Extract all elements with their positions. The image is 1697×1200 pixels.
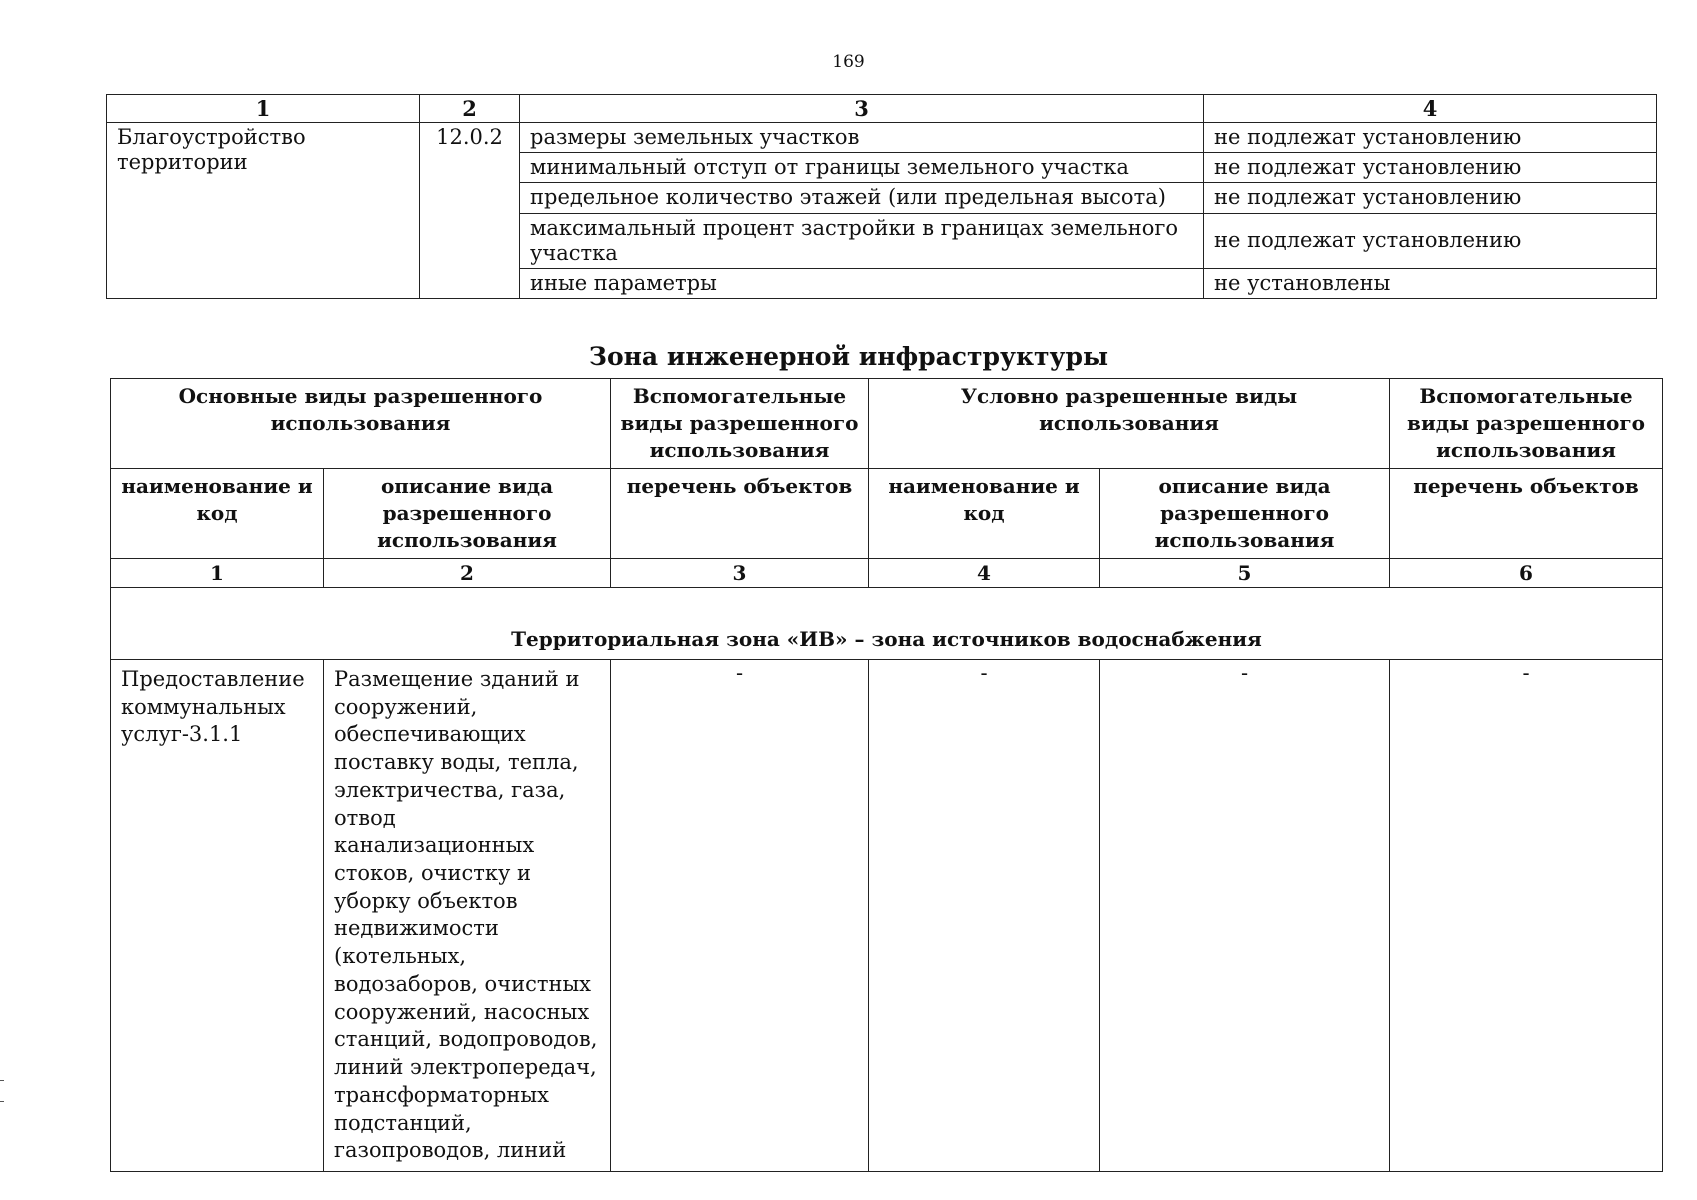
value-cell: не подлежат установлению [1204,153,1657,183]
use-name-cell: Благоустройство территории [107,123,420,299]
aux-uses-header-2: Вспомогательные виды разрешенного использования [1390,379,1663,469]
table-row [111,660,1663,1172]
column-number: 2 [324,559,611,588]
column-number: 4 [869,559,1100,588]
use-description-cell: Размещение зданий и сооружений, обеспечивающих поставку воды, тепла, электричества, газа, отвод канализационных стоков, очистку и уборку объектов недвижимости (котельных, водозаборов, очистных сооружений, насосных станций, водопроводов, линий электропередач, трансформаторных подстанций, газопроводов, линий [324,660,611,1172]
zone-title-row [111,588,1663,660]
column-header: 2 [420,95,520,123]
conditional-uses-header: Условно разрешенные виды использования [869,379,1390,469]
parameter-cell: иные параметры [520,268,1204,298]
sub-header-row [111,469,1663,559]
use-code-cell: 12.0.2 [420,123,520,299]
objects-cell-2: - [1390,660,1663,1172]
column-number: 5 [1100,559,1390,588]
description-header: описание вида разрешенного использования [324,469,611,559]
name-code-header: наименование и код [111,469,324,559]
aux-uses-header: Вспомогательные виды разрешенного использования [611,379,869,469]
column-number-row [111,559,1663,588]
main-uses-header: Основные виды разрешенного использования [111,379,611,469]
column-header: 3 [520,95,1204,123]
group-header-row [111,379,1663,469]
parameters-table [106,94,1657,299]
parameter-cell: минимальный отступ от границы земельного участка [520,153,1204,183]
conditional-name-cell: - [869,660,1100,1172]
zone-title: Территориальная зона «ИВ» – зона источников водоснабжения [111,588,1663,660]
objects-header: перечень объектов [611,469,869,559]
parameter-cell: размеры земельных участков [520,123,1204,153]
column-number: 6 [1390,559,1663,588]
conditional-description-cell: - [1100,660,1390,1172]
zoning-table [110,378,1663,1172]
parameter-cell: предельное количество этажей (или предельная высота) [520,183,1204,213]
parameter-cell: максимальный процент застройки в границах земельного участка [520,213,1204,268]
column-header: 4 [1204,95,1657,123]
section-title: Зона инженерной инфраструктуры [588,342,1109,371]
table-header-row [107,95,1657,123]
objects-header-2: перечень объектов [1390,469,1663,559]
column-number: 3 [611,559,869,588]
use-name-cell: Предоставление коммунальных услуг-3.1.1 [111,660,324,1172]
table-row [107,123,1657,153]
page-number: 169 [832,52,865,72]
value-cell: не подлежат установлению [1204,183,1657,213]
value-cell: не подлежат установлению [1204,123,1657,153]
objects-cell: - [611,660,869,1172]
column-number: 1 [111,559,324,588]
margin-mark [0,1080,4,1102]
name-code-header-2: наименование и код [869,469,1100,559]
column-header: 1 [107,95,420,123]
value-cell: не установлены [1204,268,1657,298]
value-cell: не подлежат установлению [1204,213,1657,268]
description-header-2: описание вида разрешенного использования [1100,469,1390,559]
